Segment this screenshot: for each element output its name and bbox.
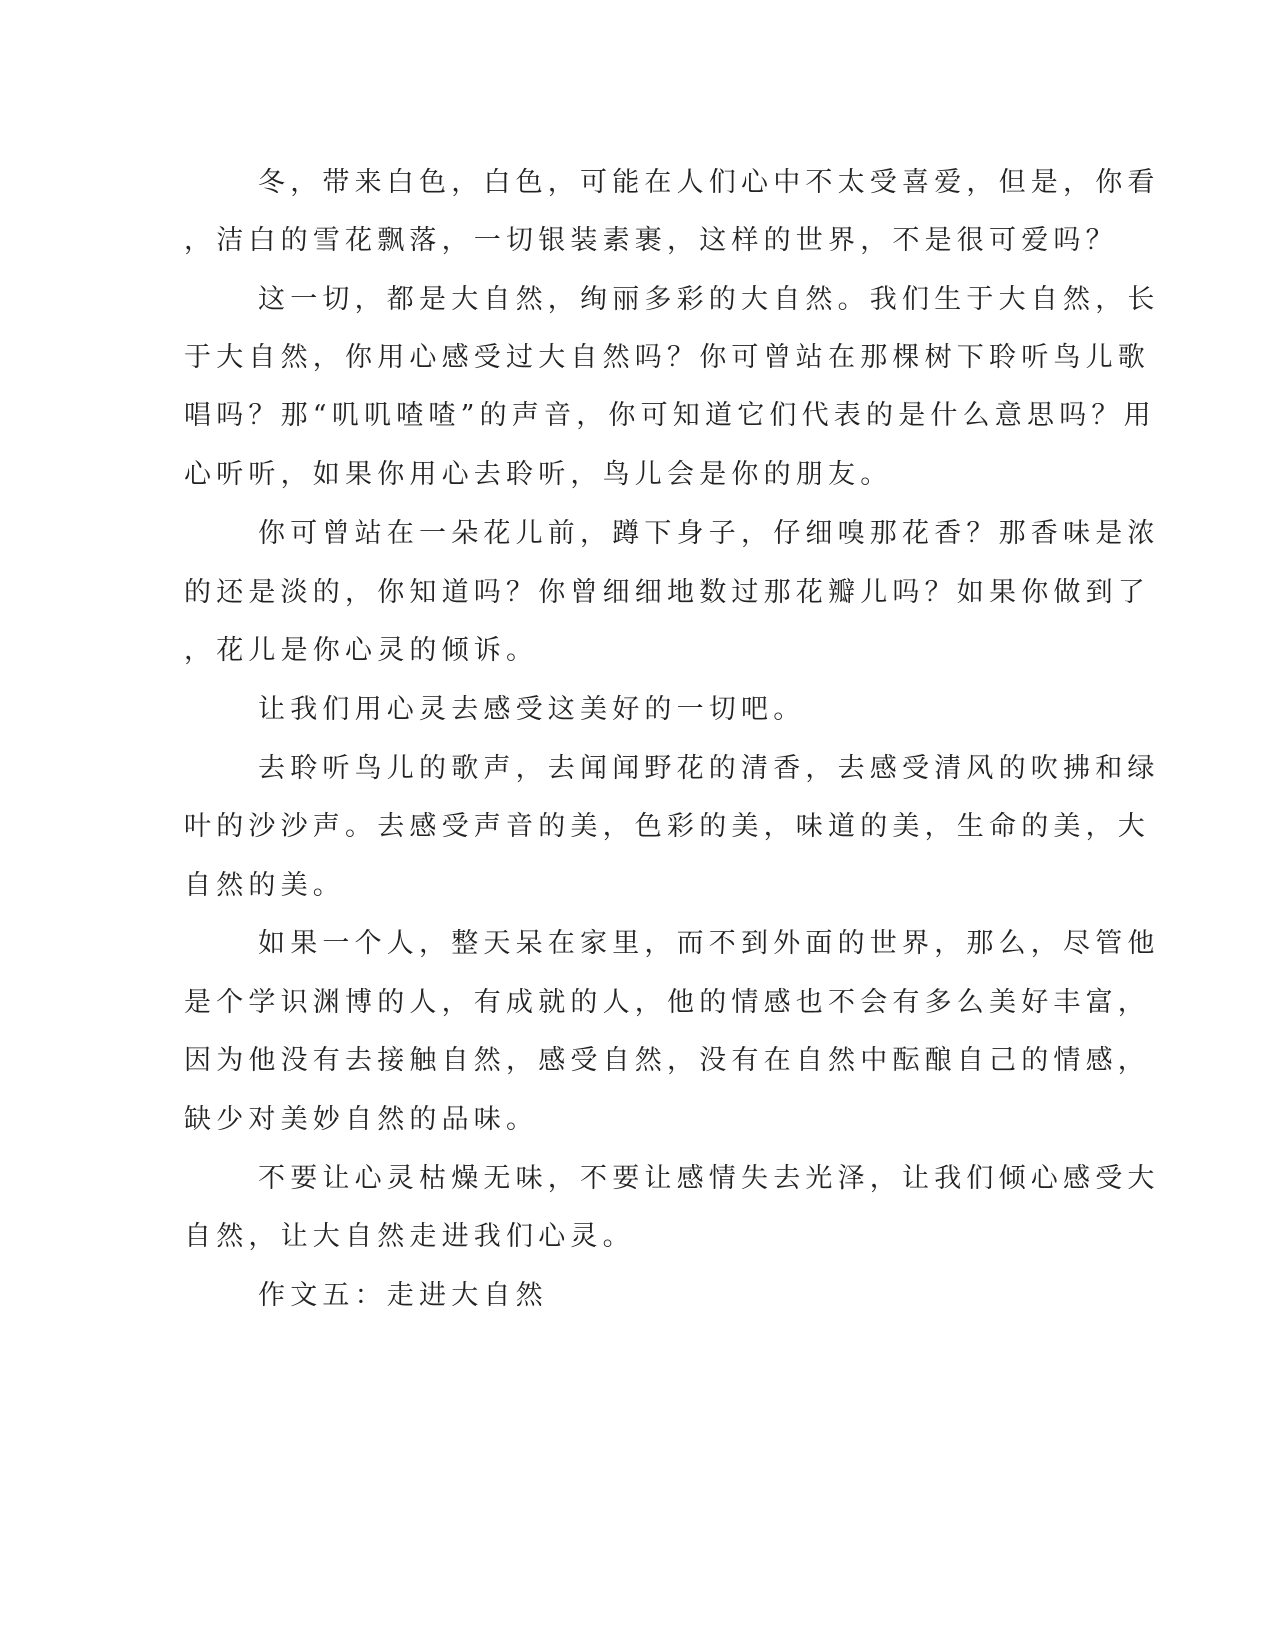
text-line: 冬，带来白色，白色，可能在人们心中不太受喜爱，但是，你看 [258, 167, 1160, 198]
text-line: 这一切，都是大自然，绚丽多彩的大自然。我们生于大自然，长 [258, 284, 1160, 315]
text-line: 如果一个人，整天呆在家里，而不到外面的世界，那么，尽管他 [258, 928, 1160, 959]
text-line: 你可曾站在一朵花儿前，蹲下身子，仔细嗅那花香？那香味是浓 [258, 518, 1160, 549]
text-line: 缺少对美妙自然的品味。 [184, 1104, 539, 1135]
text-line: 叶的沙沙声。去感受声音的美，色彩的美，味道的美，生命的美，大 [184, 811, 1150, 842]
text-line: ，花儿是你心灵的倾诉。 [184, 635, 539, 666]
section-heading: 作文五：走进大自然 [258, 1280, 548, 1311]
text-line: 自然的美。 [184, 870, 345, 901]
text-line: 于大自然，你用心感受过大自然吗？你可曾站在那棵树下聆听鸟儿歌 [184, 342, 1150, 373]
text-line: 是个学识渊博的人，有成就的人，他的情感也不会有多么美好丰富， [184, 987, 1150, 1018]
text-line: ，洁白的雪花飘落，一切银装素裹，这样的世界，不是很可爱吗？ [184, 225, 1118, 256]
text-line: 的还是淡的，你知道吗？你曾细细地数过那花瓣儿吗？如果你做到了 [184, 577, 1150, 608]
text-line: 因为他没有去接触自然，感受自然，没有在自然中酝酿自己的情感， [184, 1045, 1150, 1076]
text-line: 不要让心灵枯燥无味，不要让感情失去光泽，让我们倾心感受大 [258, 1163, 1160, 1194]
text-line: 心听听，如果你用心去聆听，鸟儿会是你的朋友。 [184, 459, 893, 490]
text-line: 去聆听鸟儿的歌声，去闻闻野花的清香，去感受清风的吹拂和绿 [258, 753, 1160, 784]
text-line: 唱吗？那“叽叽喳喳”的声音，你可知道它们代表的是什么意思吗？用 [184, 400, 1156, 431]
text-line: 让我们用心灵去感受这美好的一切吧。 [258, 694, 806, 725]
text-line: 自然，让大自然走进我们心灵。 [184, 1221, 635, 1252]
